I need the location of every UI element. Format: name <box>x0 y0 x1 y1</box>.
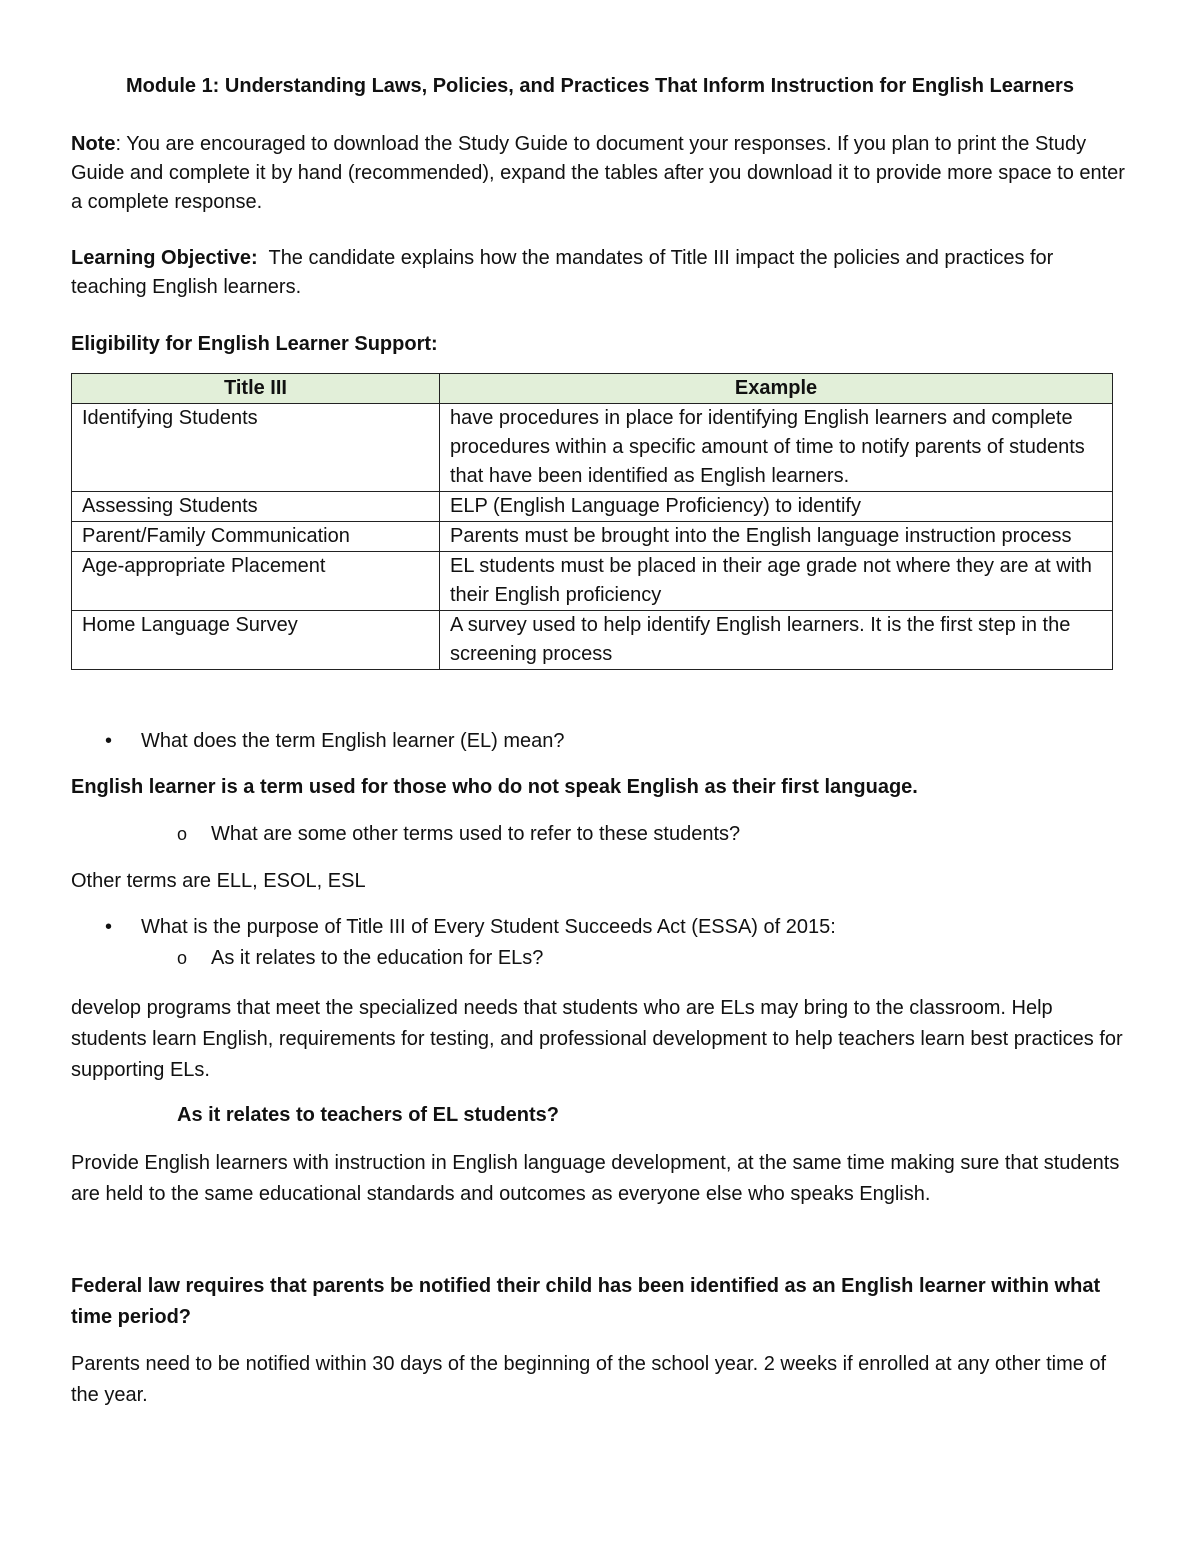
question-text: What is the purpose of Title III of Every Student Succeeds Act (ESSA) of 2015: <box>141 916 836 938</box>
bullet-icon: • <box>105 730 113 752</box>
table-header-cell: Example <box>440 374 1113 404</box>
answer-text: develop programs that meet the specialized needs that students who are ELs may bring to the classroom. Help students learn English, requirements for testing, and professional development to help teachers learn best practices for supporting ELs. <box>71 997 1123 1081</box>
objective-paragraph <box>71 244 1130 302</box>
eligibility-heading: Eligibility for English Learner Support: <box>71 333 438 355</box>
table-cell: EL students must be placed in their age grade not where they are at with their English proficiency <box>440 552 1113 611</box>
table-cell: Identifying Students <box>72 404 440 492</box>
title-iii-table <box>71 373 1113 670</box>
table-cell: A survey used to help identify English learners. It is the first step in the screening process <box>440 611 1113 670</box>
question-text: What are some other terms used to refer to these students? <box>211 823 741 845</box>
page-title: Module 1: Understanding Laws, Policies, and Practices That Inform Instruction for English Learners <box>126 75 1074 97</box>
objective-label: Learning Objective: <box>71 247 258 269</box>
note-text: : You are encouraged to download the Study Guide to document your responses. If you plan to print the Study Guide and complete it by hand (recommended), expand the tables after you download it to provide more space to enter a complete response. <box>71 133 1125 213</box>
sub-bullet-icon: o <box>177 948 188 968</box>
sub-bullet-icon: o <box>177 824 188 844</box>
table-cell: Home Language Survey <box>72 611 440 670</box>
table-cell: have procedures in place for identifying English learners and complete procedures within a specific amount of time to notify parents of students that have been identified as English learners. <box>440 404 1113 492</box>
question-text: As it relates to the education for ELs? <box>211 947 544 969</box>
list-item <box>177 820 740 849</box>
note-paragraph <box>71 130 1130 217</box>
table-row <box>72 404 1113 492</box>
note-label: Note <box>71 133 116 155</box>
answer-text: Provide English learners with instruction in English language development, at the same time making sure that students are held to the same educational standards and outcomes as everyone else who speaks English. <box>71 1152 1120 1205</box>
table-cell: Assessing Students <box>72 492 440 522</box>
list-item <box>105 913 836 942</box>
bullet-icon: • <box>105 916 113 938</box>
table-cell: Parent/Family Communication <box>72 522 440 552</box>
question-heading: As it relates to teachers of EL students? <box>177 1104 559 1126</box>
question-heading: Federal law requires that parents be notified their child has been identified as an English learner within what time period? <box>71 1275 1101 1328</box>
table-row <box>72 552 1113 611</box>
table-header-cell: Title III <box>72 374 440 404</box>
answer-text: Parents need to be notified within 30 days of the beginning of the school year. 2 weeks if enrolled at any other time of the year. <box>71 1353 1107 1406</box>
question-text: What does the term English learner (EL) mean? <box>141 730 565 752</box>
table-row <box>72 611 1113 670</box>
table-row <box>72 522 1113 552</box>
list-item <box>177 944 543 973</box>
answer-text: English learner is a term used for those who do not speak English as their first language. <box>71 776 918 798</box>
answer-text: Other terms are ELL, ESOL, ESL <box>71 870 366 892</box>
list-item <box>105 727 565 756</box>
table-cell: ELP (English Language Proficiency) to identify <box>440 492 1113 522</box>
objective-text: The candidate explains how the mandates of Title III impact the policies and practices for teaching English learners. <box>71 247 1059 298</box>
table-cell: Parents must be brought into the English language instruction process <box>440 522 1113 552</box>
table-header-row <box>72 374 1113 404</box>
table-cell: Age-appropriate Placement <box>72 552 440 611</box>
table-row <box>72 492 1113 522</box>
